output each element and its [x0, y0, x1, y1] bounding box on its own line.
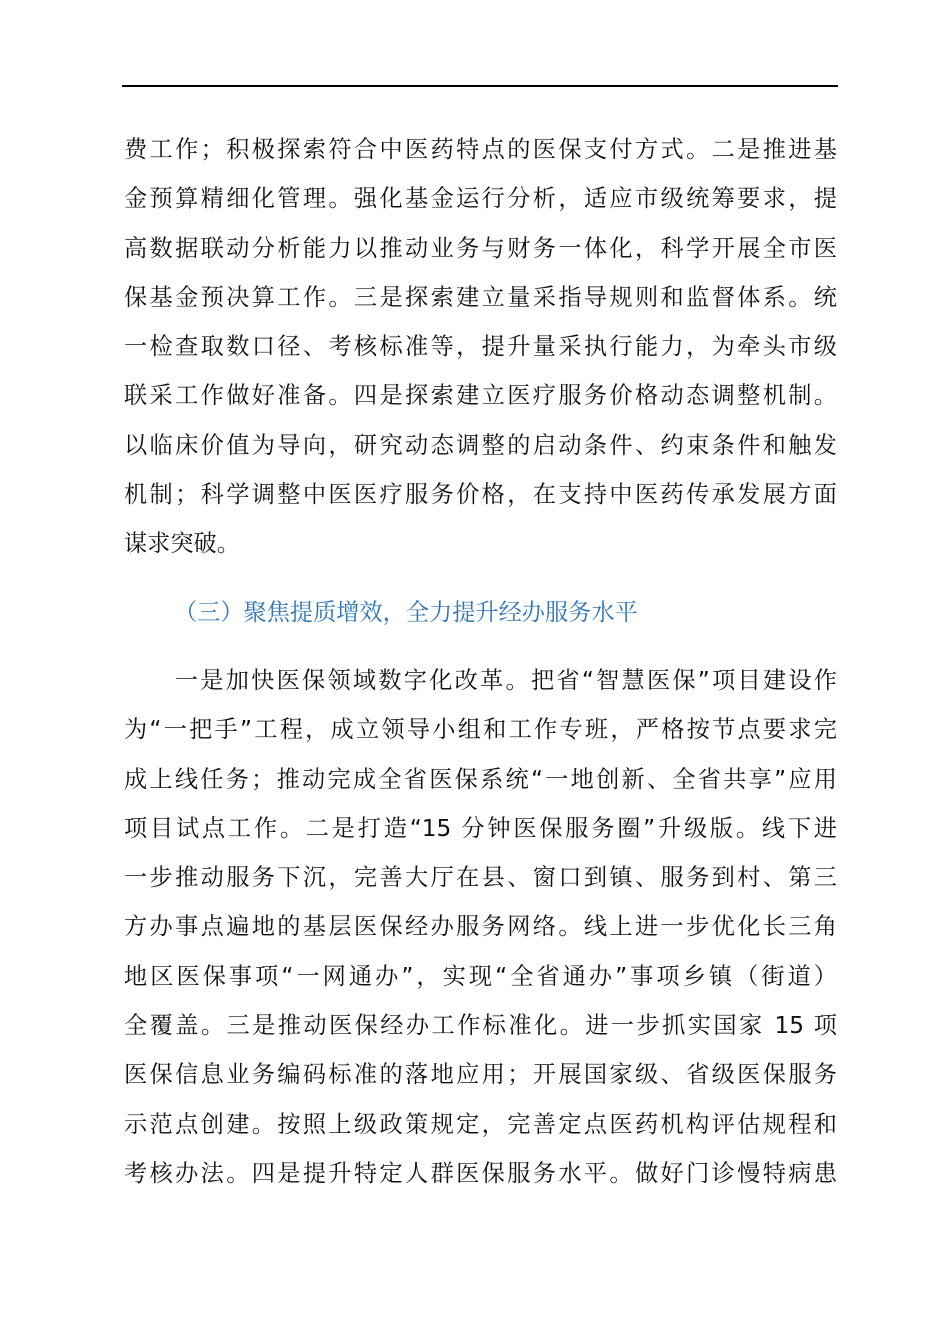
paragraph-line: 联采工作做好准备。四是探索建立医疗服务价格动态调整机制。	[124, 382, 837, 410]
paragraph-line: 金预算精细化管理。强化基金运行分析，适应市级统筹要求，提	[124, 185, 837, 213]
paragraph-line: 以临床价值为导向，研究动态调整的启动条件、约束条件和触发	[124, 431, 837, 459]
paragraph-line: 高数据联动分析能力以推动业务与财务一体化，科学开展全市医	[124, 234, 837, 262]
header-rule	[122, 85, 838, 87]
section-heading: （三）聚焦提质增效，全力提升经办服务水平	[174, 599, 638, 626]
paragraph-line: 方办事点遍地的基层医保经办服务网络。线上进一步优化长三角	[124, 913, 837, 941]
body-paragraph-2	[124, 656, 837, 1198]
paragraph-line: 全覆盖。三是推动医保经办工作标准化。进一步抓实国家 15 项	[124, 1012, 837, 1040]
paragraph-line: 保基金预决算工作。三是探索建立量采指导规则和监督体系。统	[124, 283, 837, 311]
paragraph-line: 一是加快医保领域数字化改革。把省“智慧医保”项目建设作	[124, 667, 837, 694]
paragraph-line: 一步推动服务下沉，完善大厅在县、窗口到镇、服务到村、第三	[124, 864, 837, 892]
paragraph-line: 机制；科学调整中医医疗服务价格，在支持中医药传承发展方面	[124, 481, 837, 509]
paragraph-line: 一检查取数口径、考核标准等，提升量采执行能力，为牵头市级	[124, 333, 837, 361]
paragraph-line: 示范点创建。按照上级政策规定，完善定点医药机构评估规程和	[124, 1110, 837, 1138]
paragraph-line: 为“一把手”工程，成立领导小组和工作专班，严格按节点要求完	[124, 716, 837, 744]
paragraph-line: 医保信息业务编码标准的落地应用；开展国家级、省级医保服务	[124, 1061, 837, 1089]
paragraph-line: 谋求突破。	[124, 530, 240, 558]
paragraph-line: 地区医保事项“一网通办”，实现“全省通办”事项乡镇（街道）	[124, 962, 837, 990]
paragraph-line: 考核办法。四是提升特定人群医保服务水平。做好门诊慢特病患	[124, 1159, 837, 1187]
body-paragraph-1	[124, 125, 837, 569]
paragraph-line: 项目试点工作。二是打造“15 分钟医保服务圈”升级版。线下进	[124, 814, 837, 842]
paragraph-line: 费工作；积极探索符合中医药特点的医保支付方式。二是推进基	[124, 136, 837, 163]
paragraph-line: 成上线任务；推动完成全省医保系统“一地创新、全省共享”应用	[124, 765, 837, 793]
